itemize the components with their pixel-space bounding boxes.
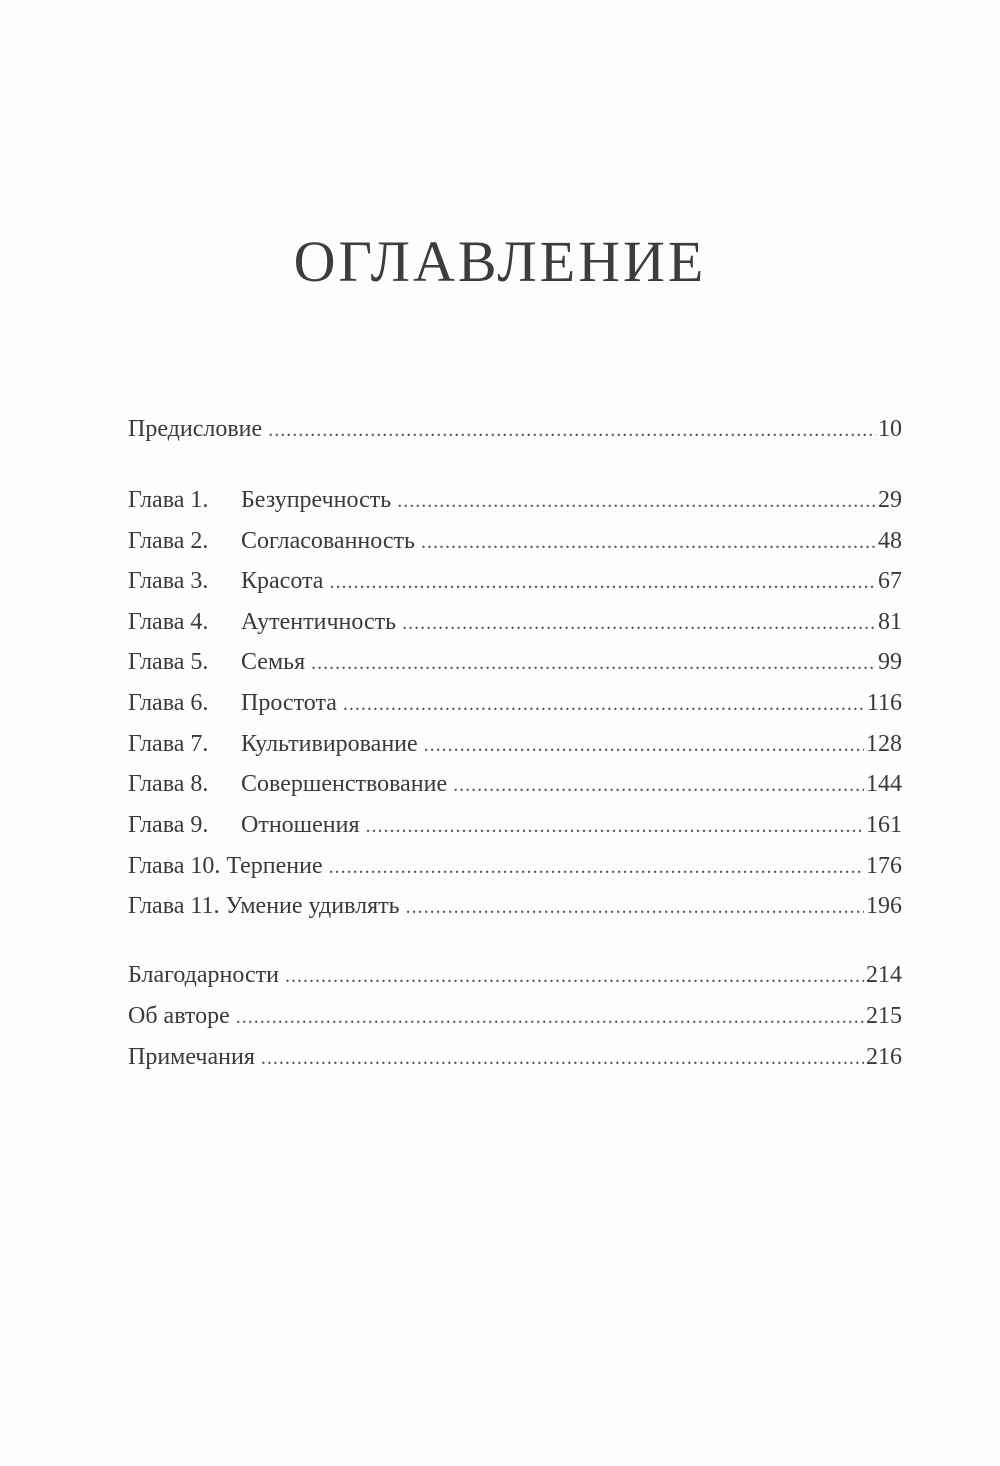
toc-page-number: 196 (866, 893, 902, 919)
chapter-label: Глава 2. (128, 528, 209, 554)
dot-leader (406, 890, 864, 924)
toc-page-number: 161 (866, 812, 902, 838)
toc-page-number: 176 (866, 853, 902, 879)
toc-entry-title: Терпение (226, 853, 323, 879)
toc-page-number: 128 (866, 731, 902, 757)
chapter-label: Глава 7. (128, 731, 209, 757)
chapter-label: Глава 1. (128, 487, 209, 513)
chapter-label: Глава 8. (128, 771, 209, 797)
toc-entry-title: Благодарности (128, 962, 279, 988)
toc-entry-chapter-2[interactable] (128, 524, 902, 558)
toc-entry-title: Красота (241, 568, 324, 594)
toc-entry-title: Семья (241, 649, 306, 675)
toc-entry-chapter-9[interactable] (128, 808, 902, 842)
toc-entry-chapter-5[interactable] (128, 645, 902, 679)
dot-leader (268, 413, 876, 447)
toc-entry-notes[interactable] (128, 1040, 902, 1074)
dot-leader (329, 850, 864, 884)
toc-entry-acknowledgements[interactable] (128, 958, 902, 992)
chapter-label: Глава 4. (128, 609, 209, 635)
toc-entry-title: Отношения (241, 812, 360, 838)
dot-leader (424, 728, 864, 762)
dot-leader (311, 646, 876, 680)
toc-entry-title: Простота (241, 690, 337, 716)
toc-entry-title: Умение удивлять (225, 893, 400, 919)
toc-page-number: 29 (878, 487, 902, 513)
toc-entry-title: Совершенствование (241, 771, 448, 797)
dot-leader (453, 768, 864, 802)
dot-leader (402, 606, 876, 640)
toc-entry-chapter-10[interactable] (128, 849, 902, 883)
dot-leader (329, 565, 876, 599)
toc-entry-title: Согласованность (241, 528, 415, 554)
toc-entry-chapter-8[interactable] (128, 767, 902, 801)
toc-entry-title: Предисловие (128, 416, 263, 442)
toc-entry-preface[interactable] (128, 412, 902, 446)
dot-leader (343, 687, 865, 721)
toc-entry-chapter-3[interactable] (128, 564, 902, 598)
toc-page-number: 81 (878, 609, 902, 635)
chapter-label: Глава 6. (128, 690, 209, 716)
toc-entry-title: Безупречность (241, 487, 392, 513)
dot-leader (285, 959, 864, 993)
toc-entry-title: Аутентичность (241, 609, 397, 635)
dot-leader (397, 484, 876, 518)
toc-page-number: 99 (878, 649, 902, 675)
toc-entry-title: Примечания (128, 1044, 255, 1070)
toc-page-number: 48 (878, 528, 902, 554)
dot-leader (236, 1000, 864, 1034)
chapter-label: Глава 9. (128, 812, 209, 838)
dot-leader (366, 809, 864, 843)
toc-entry-chapter-7[interactable] (128, 727, 902, 761)
toc-entry-title: Культивирование (241, 731, 418, 757)
toc-page-number: 144 (866, 771, 902, 797)
toc-page-number: 216 (866, 1044, 902, 1070)
dot-leader (421, 525, 876, 559)
toc-page-number: 10 (878, 416, 902, 442)
dot-leader (261, 1041, 864, 1075)
toc-page-number: 215 (866, 1003, 902, 1029)
toc-entry-chapter-4[interactable] (128, 605, 902, 639)
chapter-label: Глава 10. (128, 853, 221, 879)
toc-entry-about-author[interactable] (128, 999, 902, 1033)
toc-page-number: 214 (866, 962, 902, 988)
toc-entry-chapter-6[interactable] (128, 686, 902, 720)
chapter-label: Глава 3. (128, 568, 209, 594)
page-title: ОГЛАВЛЕНИЕ (293, 229, 707, 294)
toc-entry-chapter-1[interactable] (128, 483, 902, 517)
toc-entry-title: Об авторе (128, 1003, 230, 1029)
chapter-label: Глава 11. (128, 893, 220, 919)
chapter-label: Глава 5. (128, 649, 209, 675)
toc-entry-chapter-11[interactable] (128, 889, 902, 923)
toc-page-number: 67 (878, 568, 902, 594)
toc-page-number: 116 (866, 690, 902, 716)
